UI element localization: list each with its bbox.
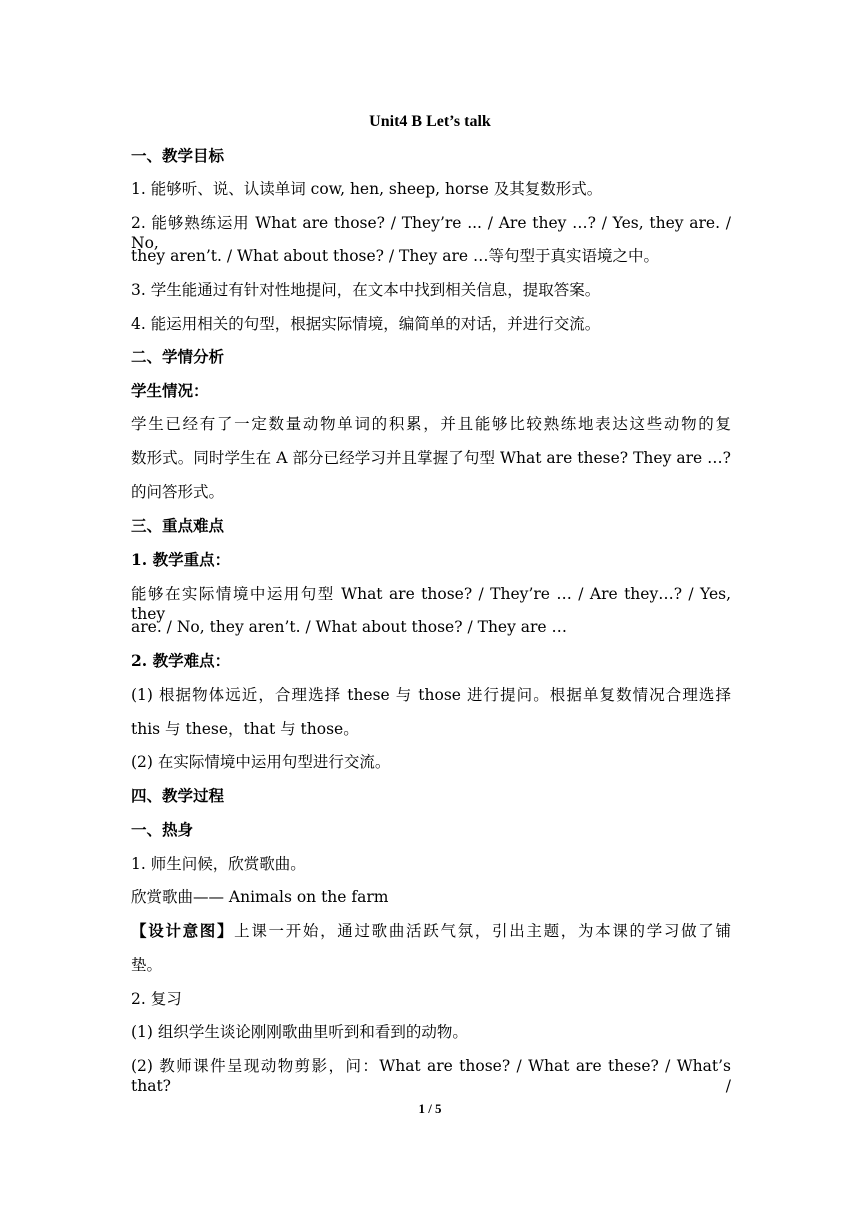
- review-line-2: (2) 教师课件呈现动物剪影，问：What are those? / What are these? / What’s that? /: [131, 1057, 731, 1095]
- difficulty-line-3: (2) 在实际情境中运用句型进行交流。: [131, 753, 391, 771]
- section-heading-key-points: 三、重点难点: [131, 516, 225, 535]
- objective-line-4: 4. 能运用相关的句型，根据实际情境，编简单的对话，并进行交流。: [131, 315, 601, 333]
- difficulty-line-2: this 与 these，that 与 those。: [131, 720, 359, 738]
- design-intent-text: 上课一开始，通过歌曲活跃气氛，引出主题，为本课的学习做了铺: [234, 922, 731, 940]
- design-intent-line: [131, 921, 731, 941]
- analysis-line-2: 数形式。同时学生在 A 部分已经学习并且掌握了句型 What are these? They are …?: [131, 449, 731, 467]
- analysis-subheading: 学生情况：: [131, 381, 209, 400]
- process-line-2: 欣赏歌曲—— Animals on the farm: [131, 888, 389, 906]
- focus-line-2: are. / No, they aren’t. / What about those? / They are …: [131, 618, 568, 636]
- analysis-line-3: 的问答形式。: [131, 483, 225, 501]
- section-heading-objectives: 一、教学目标: [131, 146, 225, 165]
- process-line-1: 1. 师生问候，欣赏歌曲。: [131, 855, 306, 873]
- review-line-1: (1) 组织学生谈论刚刚歌曲里听到和看到的动物。: [131, 1023, 468, 1041]
- focus-line-1: 能够在实际情境中运用句型 What are those? / They’re … / Are they…? / Yes, they: [131, 585, 731, 623]
- objective-line-2: 2. 能够熟练运用 What are those? / They’re ... / Are they …? / Yes, they are. / No,: [131, 214, 731, 252]
- difficulty-line-1: (1) 根据物体远近，合理选择 these 与 those 进行提问。根据单复数情况合理选择: [131, 686, 731, 704]
- document-title: Unit4 B Let’s talk: [369, 113, 491, 130]
- design-intent-cont: 垫。: [131, 956, 163, 974]
- design-intent-label: 【设计意图】: [131, 921, 235, 940]
- difficulty-heading: 2. 教学难点：: [131, 651, 231, 670]
- objective-line-3: 3. 学生能通过有针对性地提问，在文本中找到相关信息，提取答案。: [131, 281, 601, 299]
- analysis-line-1: 学生已经有了一定数量动物单词的积累，并且能够比较熟练地表达这些动物的复: [131, 415, 731, 433]
- review-heading: 2. 复习: [131, 990, 182, 1008]
- objective-line-1: 1. 能够听、说、认读单词 cow, hen, sheep, horse 及其复数形式。: [131, 180, 603, 198]
- objective-line-2-cont: they aren’t. / What about those? / They are …等句型于真实语境之中。: [131, 247, 659, 265]
- section-heading-analysis: 二、学情分析: [131, 347, 225, 366]
- focus-heading: 1. 教学重点：: [131, 550, 231, 569]
- page-number: 1 / 5: [418, 1101, 442, 1116]
- section-heading-process: 四、教学过程: [131, 786, 225, 805]
- warmup-heading: 一、热身: [131, 820, 194, 839]
